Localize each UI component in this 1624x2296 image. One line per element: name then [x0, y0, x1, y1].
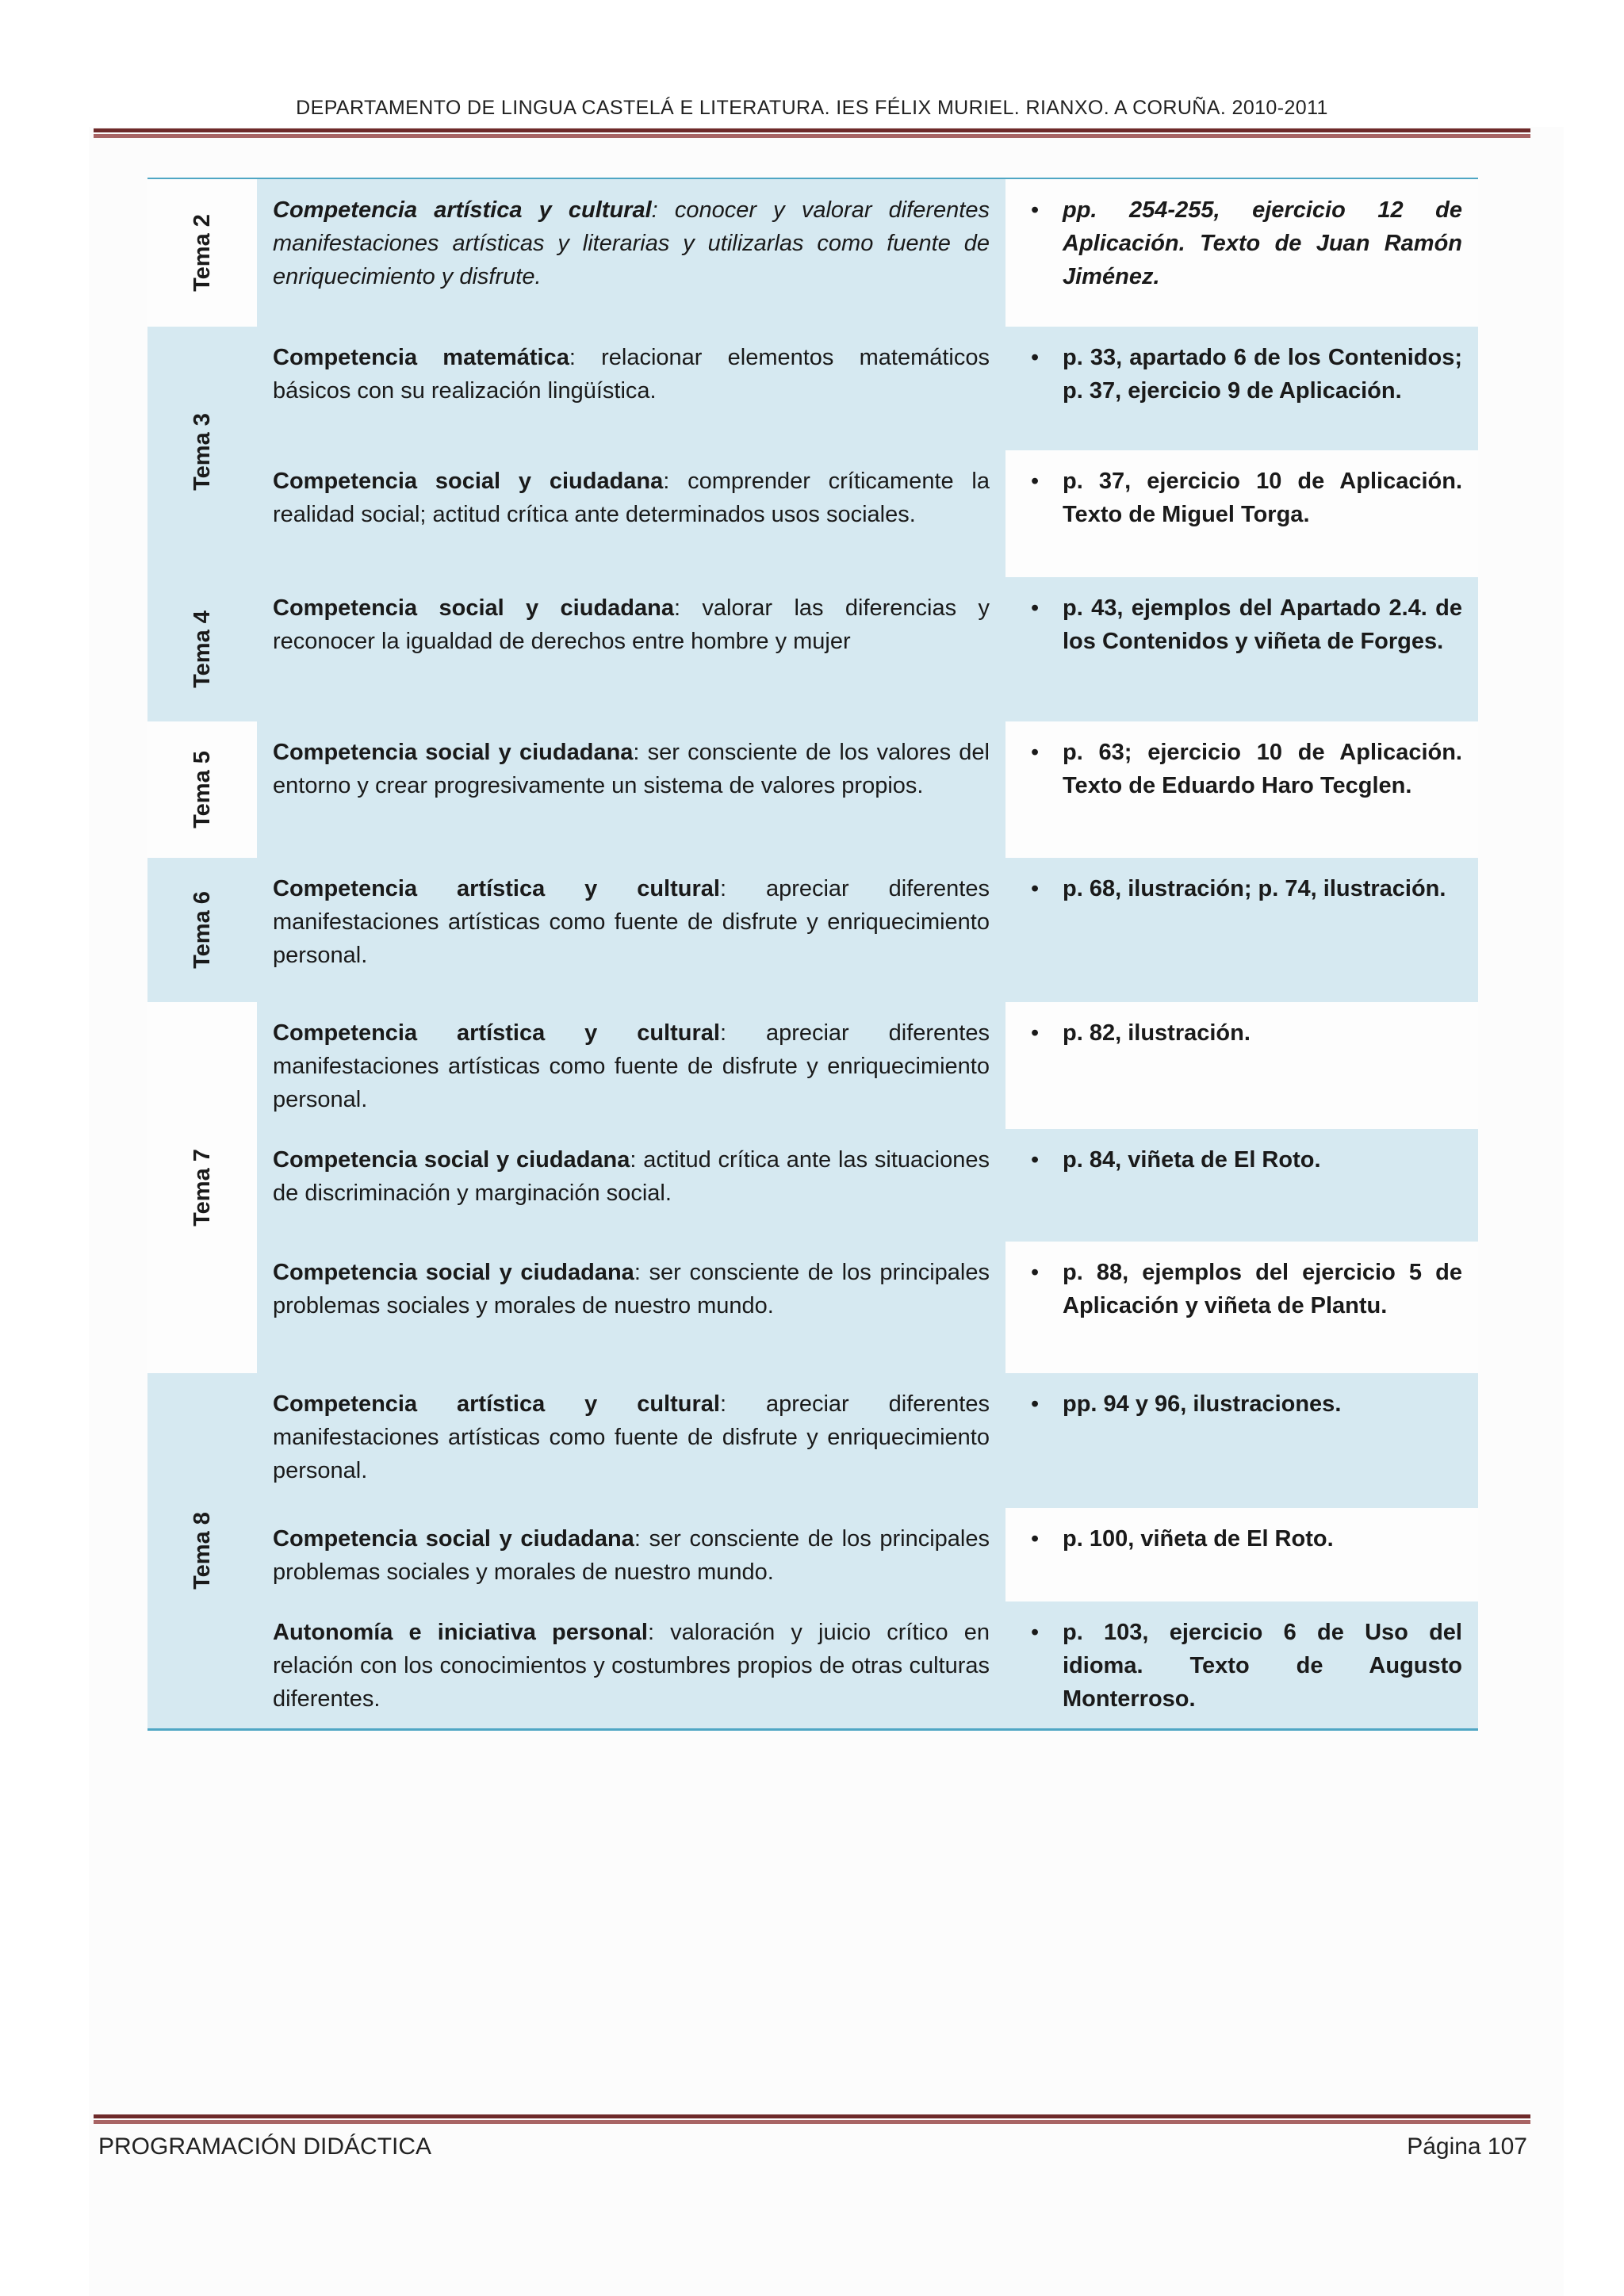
- reference-item: [1021, 1522, 1462, 1556]
- reference-list: [1021, 193, 1462, 293]
- header-rule-thick: [94, 128, 1530, 132]
- table-row: [147, 1373, 1478, 1508]
- reference-item: [1021, 341, 1462, 408]
- competence-description: : conocer y valorar diferentes manifestaciones artísticas y literarias y utilizarlas como fuente de enriquecimiento y disfrute.: [273, 197, 990, 289]
- reference-text: pp. 94 y 96, ilustraciones.: [1063, 1391, 1342, 1417]
- reference-cell: [1005, 577, 1478, 721]
- reference-text: p. 88, ejemplos del ejercicio 5 de Aplicación y viñeta de Plantu.: [1063, 1260, 1462, 1318]
- table-row: [147, 1508, 1478, 1601]
- reference-text: p. 84, viñeta de El Roto.: [1063, 1147, 1321, 1173]
- header-rule-thin: [94, 134, 1530, 138]
- table-bottom-border: [147, 1728, 1478, 1731]
- bullet-icon: •: [1031, 197, 1040, 223]
- competence-text: [273, 876, 990, 968]
- competence-cell: [257, 1508, 1005, 1601]
- competence-term: Competencia artística y cultural: [273, 876, 720, 901]
- competence-cell: [257, 1242, 1005, 1373]
- reference-list: [1021, 872, 1462, 905]
- footer-title: PROGRAMACIÓN DIDÁCTICA: [98, 2133, 432, 2160]
- page-number: Página 107: [1407, 2133, 1527, 2160]
- competence-text: [273, 1620, 990, 1712]
- competence-cell: [257, 1129, 1005, 1242]
- reference-text: p. 37, ejercicio 10 de Aplicación. Texto de Miguel Torga.: [1063, 469, 1462, 527]
- reference-cell: [1005, 858, 1478, 1002]
- tema-cell: [147, 577, 257, 721]
- table-row: [147, 1601, 1478, 1728]
- competence-term: Competencia social y ciudadana: [273, 1526, 634, 1552]
- tema-cell: [147, 1373, 257, 1728]
- competence-text: [273, 1391, 990, 1483]
- reference-cell: [1005, 1002, 1478, 1129]
- reference-item: [1021, 1016, 1462, 1050]
- competence-description: : ser consciente de los principales problemas sociales y morales de nuestro mundo.: [273, 1526, 990, 1585]
- tema-cell: [147, 1002, 257, 1373]
- competence-description: : apreciar diferentes manifestaciones artísticas como fuente de disfrute y enriquecimiento personal.: [273, 1391, 990, 1483]
- page-header: DEPARTAMENTO DE LINGUA CASTELÁ E LITERATURA. IES FÉLIX MURIEL. RIANXO. A CORUÑA. 2010-2011: [296, 97, 1328, 119]
- reference-list: [1021, 341, 1462, 408]
- competence-term: Competencia social y ciudadana: [273, 469, 664, 494]
- reference-text: p. 82, ilustración.: [1063, 1020, 1251, 1046]
- competence-term: Autonomía e iniciativa personal: [273, 1620, 648, 1645]
- reference-list: [1021, 465, 1462, 531]
- tema-cell: [147, 721, 257, 858]
- reference-item: [1021, 872, 1462, 905]
- reference-list: [1021, 1387, 1462, 1421]
- table-row: [147, 179, 1478, 327]
- bullet-icon: •: [1031, 1620, 1040, 1645]
- competence-text: [273, 740, 990, 798]
- competence-text: [273, 1020, 990, 1112]
- bullet-icon: •: [1031, 595, 1040, 621]
- competence-description: : valoración y juicio crítico en relación con los conocimientos y costumbres propios de otras culturas diferentes.: [273, 1620, 990, 1712]
- reference-text: p. 63; ejercicio 10 de Aplicación. Texto de Eduardo Haro Tecglen.: [1063, 740, 1462, 798]
- bullet-icon: •: [1031, 1260, 1040, 1285]
- competence-text: [273, 345, 990, 404]
- competence-text: [273, 1147, 990, 1206]
- competence-cell: [257, 327, 1005, 450]
- reference-list: [1021, 1616, 1462, 1716]
- reference-cell: [1005, 179, 1478, 327]
- table-row: [147, 1002, 1478, 1129]
- reference-cell: [1005, 1508, 1478, 1601]
- bullet-icon: •: [1031, 345, 1040, 370]
- footer-rule-thin: [94, 2120, 1530, 2124]
- competence-description: : actitud crítica ante las situaciones de discriminación y marginación social.: [273, 1147, 990, 1206]
- tema-label: Tema 8: [190, 1512, 215, 1590]
- reference-item: [1021, 591, 1462, 658]
- bullet-icon: •: [1031, 1020, 1040, 1046]
- reference-text: p. 100, viñeta de El Roto.: [1063, 1526, 1334, 1552]
- competence-term: Competencia artística y cultural: [273, 1020, 720, 1046]
- competence-cell: [257, 858, 1005, 1002]
- table-row: [147, 327, 1478, 450]
- tema-cell: [147, 179, 257, 327]
- competence-cell: [257, 450, 1005, 577]
- competence-text: [273, 1260, 990, 1318]
- competence-term: Competencia social y ciudadana: [273, 740, 634, 765]
- competence-cell: [257, 1002, 1005, 1129]
- competence-description: : relacionar elementos matemáticos básicos con su realización lingüística.: [273, 345, 990, 404]
- reference-item: [1021, 736, 1462, 802]
- reference-item: [1021, 1256, 1462, 1322]
- reference-cell: [1005, 1373, 1478, 1508]
- bullet-icon: •: [1031, 1526, 1040, 1552]
- competence-description: : comprender críticamente la realidad social; actitud crítica ante determinados usos sociales.: [273, 469, 990, 527]
- reference-text: p. 33, apartado 6 de los Contenidos; p. 37, ejercicio 9 de Aplicación.: [1063, 345, 1462, 404]
- competence-cell: [257, 721, 1005, 858]
- reference-list: [1021, 1143, 1462, 1177]
- bullet-icon: •: [1031, 740, 1040, 765]
- reference-item: [1021, 193, 1462, 293]
- tema-cell: [147, 858, 257, 1002]
- reference-cell: [1005, 1129, 1478, 1242]
- reference-list: [1021, 736, 1462, 802]
- competence-text: [273, 469, 990, 527]
- reference-item: [1021, 465, 1462, 531]
- table-row: [147, 721, 1478, 858]
- reference-list: [1021, 1016, 1462, 1050]
- competence-cell: [257, 1373, 1005, 1508]
- table-row: [147, 1242, 1478, 1373]
- reference-item: [1021, 1616, 1462, 1716]
- competence-term: Competencia artística y cultural: [273, 197, 652, 223]
- tema-label: Tema 7: [190, 1149, 215, 1226]
- competence-table: [147, 179, 1478, 1728]
- reference-list: [1021, 1256, 1462, 1322]
- competence-text: [273, 595, 990, 654]
- table-row: [147, 858, 1478, 1002]
- tema-cell: [147, 327, 257, 577]
- table-row: [147, 577, 1478, 721]
- competence-term: Competencia social y ciudadana: [273, 1147, 630, 1173]
- competence-description: : apreciar diferentes manifestaciones artísticas como fuente de disfrute y enriquecimiento personal.: [273, 876, 990, 968]
- reference-item: [1021, 1143, 1462, 1177]
- competence-term: Competencia social y ciudadana: [273, 1260, 634, 1285]
- competence-cell: [257, 577, 1005, 721]
- competence-text: [273, 1526, 990, 1585]
- competence-text: [273, 197, 990, 289]
- footer-rule-thick: [94, 2114, 1530, 2118]
- competence-term: Competencia artística y cultural: [273, 1391, 720, 1417]
- reference-cell: [1005, 327, 1478, 450]
- table-row: [147, 450, 1478, 577]
- reference-cell: [1005, 450, 1478, 577]
- competence-description: : ser consciente de los principales problemas sociales y morales de nuestro mundo.: [273, 1260, 990, 1318]
- tema-label: Tema 2: [190, 214, 215, 292]
- reference-list: [1021, 1522, 1462, 1556]
- bullet-icon: •: [1031, 876, 1040, 901]
- reference-cell: [1005, 1601, 1478, 1728]
- reference-text: p. 103, ejercicio 6 de Uso del idioma. Texto de Augusto Monterroso.: [1063, 1620, 1462, 1712]
- competence-cell: [257, 179, 1005, 327]
- bullet-icon: •: [1031, 469, 1040, 494]
- bullet-icon: •: [1031, 1391, 1040, 1417]
- tema-label: Tema 4: [190, 610, 215, 688]
- competence-term: Competencia social y ciudadana: [273, 595, 674, 621]
- reference-text: p. 43, ejemplos del Apartado 2.4. de los Contenidos y viñeta de Forges.: [1063, 595, 1462, 654]
- reference-item: [1021, 1387, 1462, 1421]
- table-row: [147, 1129, 1478, 1242]
- tema-label: Tema 6: [190, 891, 215, 969]
- bullet-icon: •: [1031, 1147, 1040, 1173]
- competence-cell: [257, 1601, 1005, 1728]
- tema-label: Tema 3: [190, 413, 215, 491]
- reference-text: p. 68, ilustración; p. 74, ilustración.: [1063, 876, 1446, 901]
- reference-text: pp. 254-255, ejercicio 12 de Aplicación. Texto de Juan Ramón Jiménez.: [1063, 197, 1462, 289]
- reference-cell: [1005, 1242, 1478, 1373]
- competence-description: : apreciar diferentes manifestaciones artísticas como fuente de disfrute y enriquecimiento personal.: [273, 1020, 990, 1112]
- reference-list: [1021, 591, 1462, 658]
- competence-description: : ser consciente de los valores del entorno y crear progresivamente un sistema de valores propios.: [273, 740, 990, 798]
- competence-description: : valorar las diferencias y reconocer la igualdad de derechos entre hombre y mujer: [273, 595, 990, 654]
- competence-term: Competencia matemática: [273, 345, 569, 370]
- reference-cell: [1005, 721, 1478, 858]
- tema-label: Tema 5: [190, 751, 215, 828]
